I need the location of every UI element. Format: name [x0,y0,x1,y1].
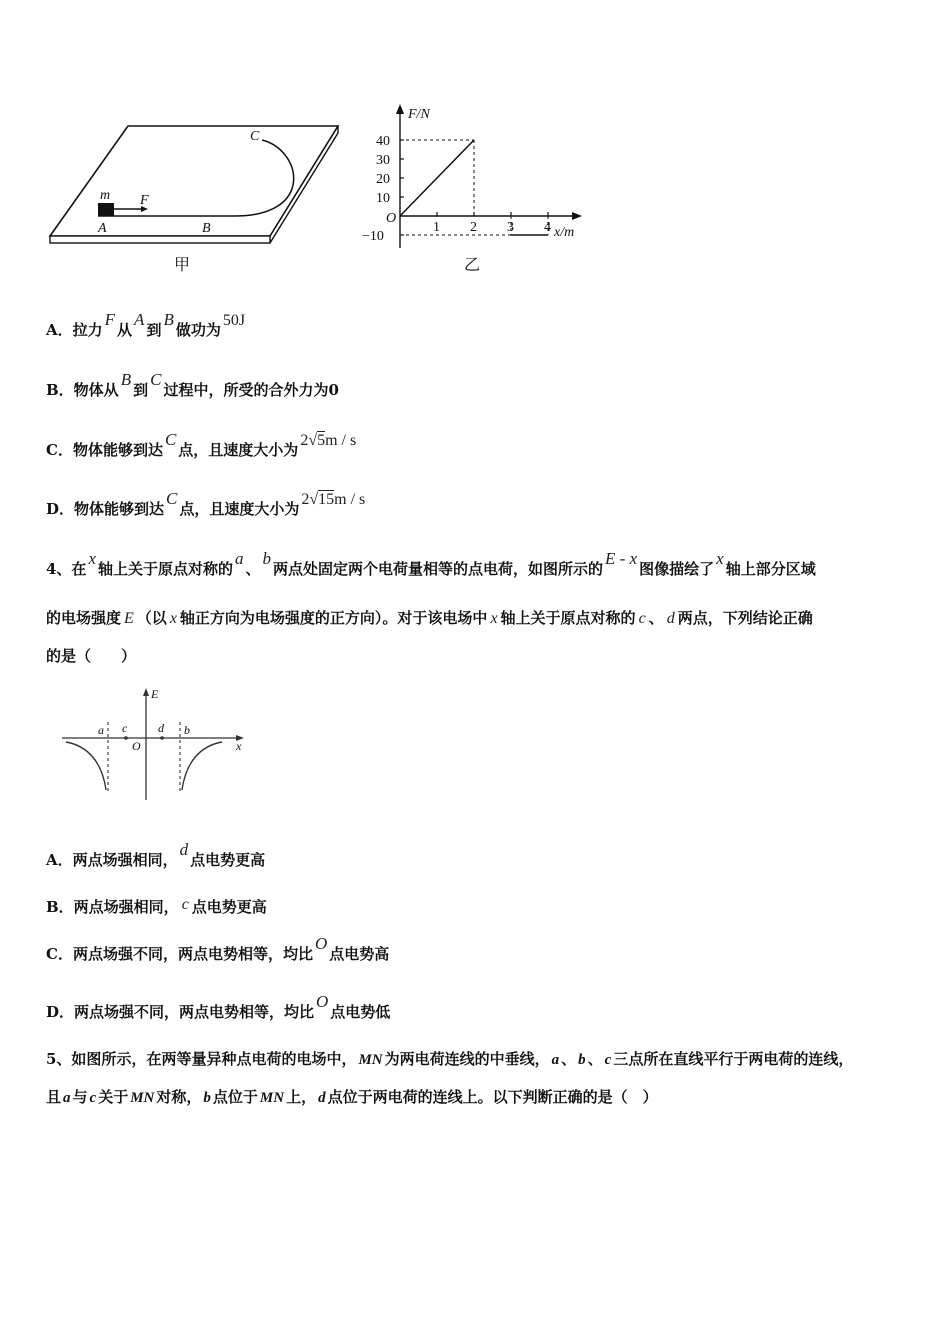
x-axis-label: x [236,739,242,753]
q3-a-var-b: B [163,310,174,329]
q3-option-a[interactable] [46,310,247,341]
point-d [160,736,164,740]
label-a: a [98,723,104,737]
figure-e-x-graph [58,684,258,806]
q3-d-prefix: D．物体能够到达 [46,500,165,518]
field-curve-right [182,742,222,790]
label-b: B [202,221,211,236]
y-axis-label: F/N [408,107,430,122]
x-tick-label-3: 3 [507,220,514,235]
label-m: m [100,188,111,203]
q3-option-d[interactable] [46,489,367,520]
x-tick-label-4: 4 [544,220,551,235]
q3-a-text1: 从 [117,321,133,339]
q3-a-var-f: F [104,310,116,329]
inclined-board-top [50,126,338,236]
label-b: b [184,723,190,737]
q3-option-b[interactable] [46,370,339,400]
caption-jia: 甲 [174,257,191,274]
q3-b-var-b: B [120,370,132,389]
q5-stem-line2: 且 a 与 c 关于 MN 对称， b 点位于 MN 上， d 点位于两电荷的连线上。以下判断正确的是（ ） [46,1088,658,1106]
q3-b-text2: 过程中，所受的合外力为0 [163,381,339,399]
q3-a-value: 50J [222,312,246,329]
q3-c-text1: 点，且速度大小为 [178,441,299,459]
series-0-segment-0 [400,140,474,216]
q5-stem-line1: 5、如图所示，在两等量异种点电荷的电场中， MN 为两电荷连线的中垂线， a 、 b 、 c 三点所在直线平行于两电荷的连线， [46,1050,854,1068]
label-a: A [98,221,107,236]
y-tick-label-20: 20 [376,172,390,187]
q3-c-prefix: C．物体能够到达 [46,441,163,459]
q3-b-prefix: B．物体从 [46,381,119,399]
y-tick-label-30: 30 [376,153,390,168]
q3-d-speed: 2√15m / s [301,491,366,508]
point-c [124,736,128,740]
figure-yi-chart [360,100,595,280]
y-tick-label-40: 40 [376,134,390,149]
x-axis-label: x/m [554,225,575,240]
label-c: c [122,721,128,735]
q3-option-c[interactable] [46,430,358,461]
x-tick-label-1: 1 [433,220,440,235]
q3-a-text3: 做功为 [175,321,221,339]
q3-b-var-c: C [150,370,162,389]
q3-d-var-c: C [166,489,178,508]
q4-stem-line3: 的是（ ） [46,647,137,665]
origin-label: O [386,211,397,226]
y-tick-label-10: 10 [376,191,390,206]
e-axis-label: E [151,687,159,701]
caption-yi: 乙 [464,257,481,274]
label-c: C [250,129,260,144]
x-tick-label-2: 2 [470,220,477,235]
q4-option-a[interactable]: A．两点场强相同，d点电势更高 [46,840,266,869]
label-d: d [158,721,164,735]
q4-option-b[interactable]: B．两点场强相同， c 点电势更高 [46,896,267,916]
q3-a-text2: 到 [146,321,162,339]
q3-d-text1: 点，且速度大小为 [179,500,300,518]
q4-stem-line1: 4、在x轴上关于原点对称的a、b两点处固定两个电荷量相等的点电荷，如图所示的E - x图像描绘了x轴上部分区域 [46,549,816,578]
q3-c-var-c: C [164,430,177,449]
inclined-board-edge [50,236,270,243]
y-tick-label-−10: −10 [362,229,384,244]
q4-stem-line2: 的电场强度 E （以 x 轴正方向为电场强度的正方向）。对于该电场中 x 轴上关于原点对称的 c 、 d 两点，下列结论正确 [46,609,813,627]
q4-option-c[interactable]: C．两点场强不同，两点电势相等，均比O点电势高 [46,934,390,963]
q3-a-prefix: A．拉力 [46,321,103,339]
q4-option-d[interactable]: D．两点场强不同，两点电势相等，均比O点电势低 [46,992,391,1021]
q3-c-speed: 2√5m / s [300,432,357,449]
figure-jia [40,118,360,280]
origin-label: O [132,739,141,753]
q3-b-text1: 到 [133,381,149,399]
mass-block [98,203,114,216]
field-curve-left [66,742,106,790]
q3-a-var-a: A [134,310,145,329]
label-f: F [140,193,149,208]
